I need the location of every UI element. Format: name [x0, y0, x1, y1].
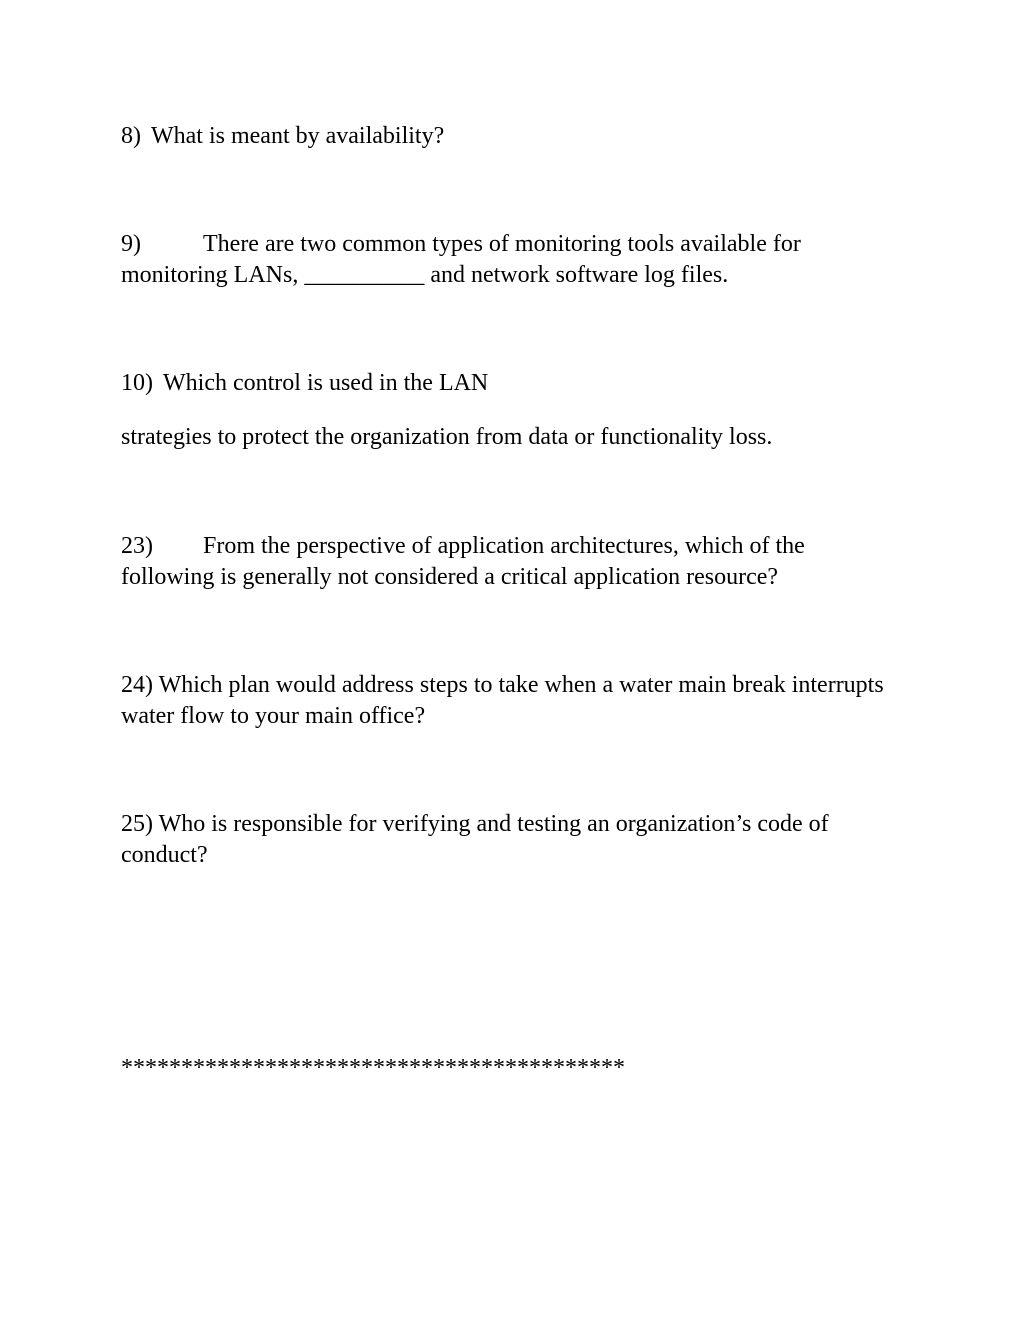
question-9 — [121, 229, 891, 291]
question-23 — [121, 531, 891, 593]
question-text: Who is responsible for verifying and testing an organization’s code of conduct? — [121, 811, 829, 868]
question-8 — [121, 121, 891, 152]
question-text: What is meant by availability? — [151, 123, 445, 149]
question-number: 8) — [121, 123, 141, 149]
question-10 — [121, 368, 891, 399]
separator-line: ****************************************** — [121, 1055, 625, 1081]
question-text: From the perspective of application architectures, which of the following is generally not considered a critical application resource? — [121, 533, 805, 590]
question-10-continuation: strategies to protect the organization from data or functionality loss. — [121, 424, 773, 450]
question-text: Which plan would address steps to take when a water main break interrupts water flow to your main office? — [121, 672, 884, 729]
question-number: 10) — [121, 370, 153, 396]
question-number: 24) — [121, 672, 153, 698]
question-number: 9) — [121, 231, 141, 257]
question-number: 23) — [121, 533, 153, 559]
question-25 — [121, 809, 891, 871]
question-text: Which control is used in the LAN — [163, 370, 489, 396]
question-24 — [121, 670, 891, 732]
question-text: There are two common types of monitoring tools available for monitoring LANs, __________ and network software log files. — [121, 231, 801, 288]
question-number: 25) — [121, 811, 153, 837]
